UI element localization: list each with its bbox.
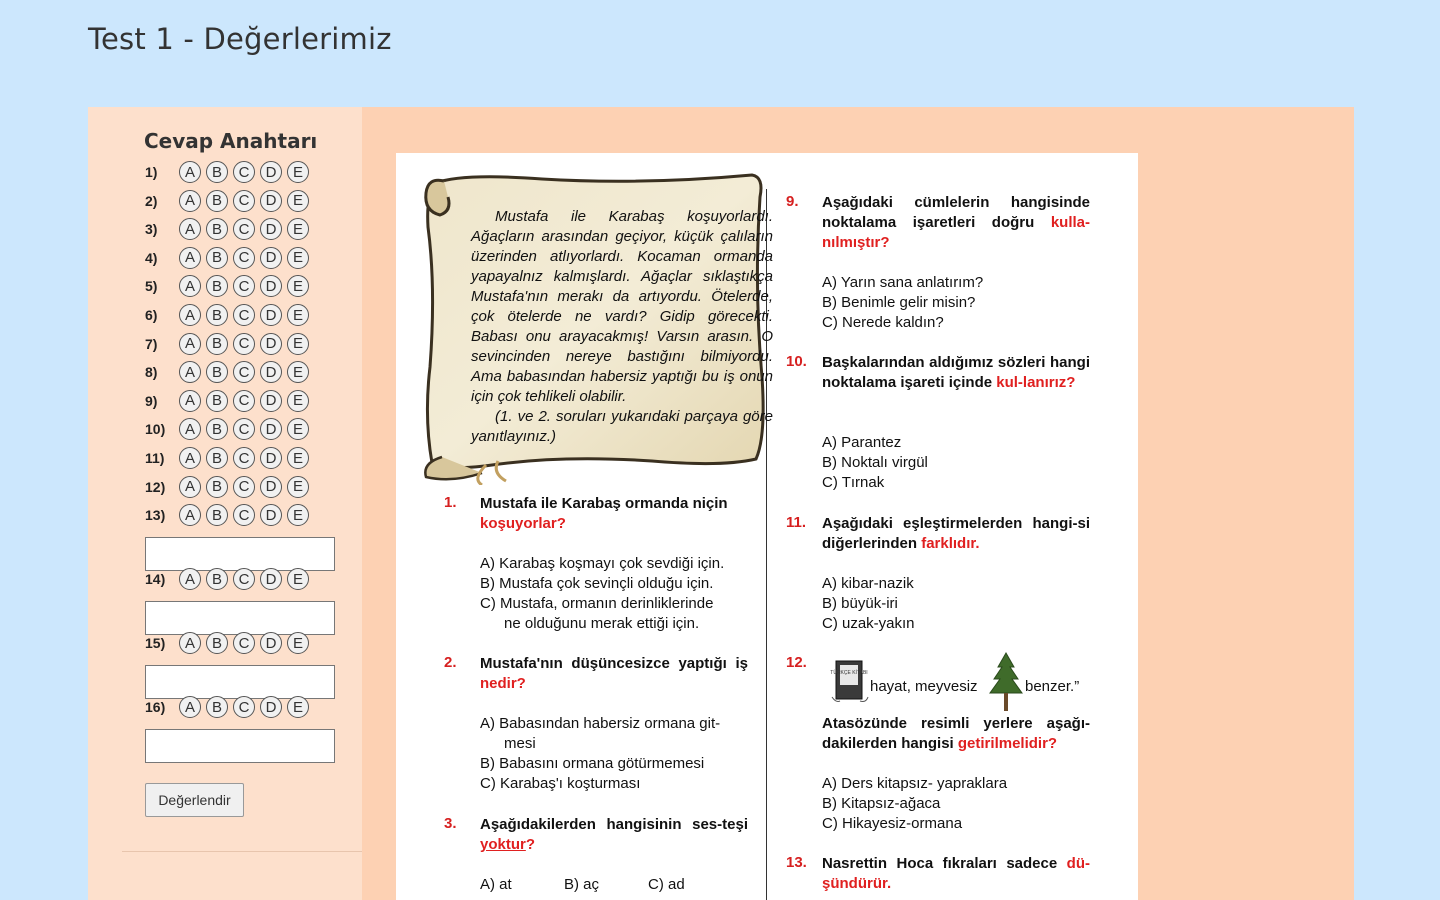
- answer-option-d[interactable]: D: [260, 275, 282, 297]
- option: B) aç: [564, 876, 600, 893]
- question-number: 3): [145, 221, 158, 238]
- answer-option-e[interactable]: E: [287, 304, 309, 326]
- answer-row-15: [145, 630, 314, 656]
- question-1-number: 1.: [444, 494, 457, 511]
- option: ne olduğunu merak ettiği için.: [504, 615, 700, 632]
- answer-option-a[interactable]: A: [179, 333, 201, 355]
- answer-option-d[interactable]: D: [260, 218, 282, 240]
- option: C) Mustafa, ormanın derinliklerinde: [480, 595, 714, 612]
- option: A) at: [480, 876, 512, 893]
- answer-option-d[interactable]: D: [260, 447, 282, 469]
- answer-key-title: Cevap Anahtarı: [144, 129, 318, 153]
- answer-option-e[interactable]: E: [287, 632, 309, 654]
- answer-option-d[interactable]: D: [260, 696, 282, 718]
- question-10-number: 10.: [786, 353, 807, 370]
- answer-option-a[interactable]: A: [179, 247, 201, 269]
- answer-option-b[interactable]: B: [206, 696, 228, 718]
- answer-option-a[interactable]: A: [179, 361, 201, 383]
- question-10-text: Başkalarından aldığımız sözleri hangi noktalama işareti içinde kul-lanırız?: [822, 354, 1090, 391]
- answer-option-c[interactable]: C: [233, 275, 255, 297]
- answer-row-6: [145, 302, 314, 328]
- question-11-text: Aşağıdaki eşleştirmelerden hangi-si diğerlerinden farklıdır.: [822, 515, 1090, 552]
- answer-option-b[interactable]: B: [206, 632, 228, 654]
- option: mesi: [504, 735, 536, 752]
- question-3-options: [480, 875, 750, 895]
- option: B) Babasını ormana götürmemesi: [480, 755, 705, 772]
- answer-option-d[interactable]: D: [260, 418, 282, 440]
- question-number: 12): [145, 478, 166, 495]
- answer-option-e[interactable]: E: [287, 504, 309, 526]
- answer-option-c[interactable]: C: [233, 447, 255, 469]
- answer-option-a[interactable]: A: [179, 504, 201, 526]
- answer-option-b[interactable]: B: [206, 361, 228, 383]
- sidebar-divider: [122, 851, 362, 852]
- answer-option-a[interactable]: A: [179, 632, 201, 654]
- answer-option-c[interactable]: C: [233, 190, 255, 212]
- answer-option-c[interactable]: C: [233, 696, 255, 718]
- option: B) Mustafa çok sevinçli olduğu için.: [480, 575, 714, 592]
- answer-option-c[interactable]: C: [233, 632, 255, 654]
- answer-option-a[interactable]: A: [179, 218, 201, 240]
- answer-option-c[interactable]: C: [233, 218, 255, 240]
- question-number: 6): [145, 307, 158, 323]
- answer-row-7: [145, 331, 314, 357]
- answer-option-b[interactable]: B: [206, 247, 228, 269]
- answer-option-a[interactable]: A: [179, 304, 201, 326]
- answer-option-b[interactable]: B: [206, 333, 228, 355]
- option: A) Babasından habersiz ormana git-: [480, 715, 721, 732]
- question-1-options: [480, 554, 724, 634]
- option: A) kibar-nazik: [822, 575, 914, 592]
- answer-option-c[interactable]: C: [233, 333, 255, 355]
- passage-text: [471, 207, 773, 447]
- answer-option-d[interactable]: D: [260, 247, 282, 269]
- option: A) Yarın sana anlatırım?: [822, 274, 984, 291]
- answer-option-e[interactable]: E: [287, 190, 309, 212]
- answer-option-c[interactable]: C: [233, 304, 255, 326]
- option: B) büyük-iri: [822, 595, 898, 612]
- answer-key-sidebar: [88, 107, 362, 900]
- answer-option-e[interactable]: E: [287, 476, 309, 498]
- answer-option-c[interactable]: C: [233, 504, 255, 526]
- question-number: 5): [145, 278, 158, 295]
- answer-option-c[interactable]: C: [233, 390, 255, 412]
- page-title: Test 1 - Değerlerimiz: [88, 22, 392, 56]
- passage-paragraph-1: Mustafa ile Karabaş koşuyorlardı. Ağaçların arasından geçiyor, küçük çalıların üzerinden atlıyorlardı. Kocaman ormanda yapayalnız kalmışlardı. Ağaçlar sıklaştıkça Mustafa'nın merakı da artıyordu. Ötelerde, çok ötelerde ne vardı? Gidip görecekti. Babası onu arayacakmış! Varsın arasın. O sevincinden nereye bastığını bilmiyordu. Ama babasından habersiz yaptığı bu iş onun için çok tehlikeli olabilir.: [471, 208, 773, 405]
- answer-option-d[interactable]: D: [260, 333, 282, 355]
- option: A) Ders kitapsız- yapraklara: [822, 775, 1008, 792]
- answer-row-16: [145, 694, 314, 720]
- option: B) Noktalı virgül: [822, 454, 928, 471]
- answer-option-c[interactable]: C: [233, 476, 255, 498]
- answer-option-d[interactable]: D: [260, 361, 282, 383]
- answer-text-input-16[interactable]: [145, 729, 335, 763]
- answer-option-d[interactable]: D: [260, 632, 282, 654]
- answer-option-a[interactable]: A: [179, 275, 201, 297]
- answer-option-b[interactable]: B: [206, 476, 228, 498]
- answer-option-e[interactable]: E: [287, 390, 309, 412]
- tree-icon: [988, 651, 1024, 715]
- answer-option-b[interactable]: B: [206, 190, 228, 212]
- question-number: 1): [145, 164, 158, 180]
- question-number: 2): [145, 192, 158, 209]
- evaluate-button[interactable]: Değerlendir: [145, 783, 244, 817]
- answer-row-4: [145, 245, 314, 271]
- answer-option-a[interactable]: A: [179, 390, 201, 412]
- answer-option-e[interactable]: E: [287, 361, 309, 383]
- passage-scroll: [422, 167, 773, 485]
- answer-option-a[interactable]: A: [179, 161, 201, 183]
- book-icon: [830, 657, 870, 707]
- answer-option-d[interactable]: D: [260, 390, 282, 412]
- answer-option-b[interactable]: B: [206, 161, 228, 183]
- option: A) Karabaş koşmayı çok sevdiği için.: [480, 555, 725, 572]
- answer-row-14: [145, 566, 314, 592]
- answer-option-e[interactable]: E: [287, 161, 309, 183]
- question-1-text: Mustafa ile Karabaş ormanda niçin koşuyorlar?: [480, 495, 728, 532]
- answer-row-13: [145, 502, 314, 528]
- book-label: TÜRKÇE KİTABI: [830, 670, 868, 676]
- question-number: 13): [145, 507, 166, 524]
- answer-option-a[interactable]: A: [179, 418, 201, 440]
- question-13-number: 13.: [786, 854, 807, 871]
- option: B) Kitapsız-ağaca: [822, 795, 941, 812]
- answer-option-b[interactable]: B: [206, 304, 228, 326]
- answer-option-e[interactable]: E: [287, 447, 309, 469]
- answer-option-e[interactable]: E: [287, 568, 309, 590]
- content-panel: [88, 107, 1354, 900]
- question-9-text: Aşağıdaki cümlelerin hangisinde noktalama işaretleri doğru kulla-nılmıştır?: [822, 194, 1090, 251]
- option: C) Nerede kaldın?: [822, 314, 944, 331]
- answer-option-b[interactable]: B: [206, 418, 228, 440]
- answer-option-b[interactable]: B: [206, 275, 228, 297]
- answer-row-10: [145, 416, 314, 442]
- question-3-text: Aşağıdakilerden hangisinin ses-teşi yoktur?: [480, 816, 748, 853]
- question-number: 8): [145, 364, 158, 381]
- question-2-text: Mustafa'nın düşüncesizce yaptığı iş nedir?: [480, 655, 748, 692]
- answer-option-c[interactable]: C: [233, 247, 255, 269]
- question-11-options: [822, 574, 915, 634]
- answer-row-11: [145, 445, 314, 471]
- answer-row-5: [145, 273, 314, 299]
- answer-row-1: [145, 159, 314, 185]
- answer-option-b[interactable]: B: [206, 390, 228, 412]
- answer-option-e[interactable]: E: [287, 275, 309, 297]
- question-number: 9): [145, 392, 158, 409]
- answer-row-9: [145, 388, 314, 414]
- question-12-text: Atasözünde resimli yerlere aşağı-dakilerden hangisi getirilmelidir?: [822, 715, 1090, 752]
- answer-option-d[interactable]: D: [260, 504, 282, 526]
- answer-option-e[interactable]: E: [287, 247, 309, 269]
- option: C) uzak-yakın: [822, 615, 915, 632]
- answer-option-d[interactable]: D: [260, 476, 282, 498]
- option: C) Hikayesiz-ormana: [822, 815, 963, 832]
- question-9-options: [822, 273, 983, 333]
- answer-option-c[interactable]: C: [233, 361, 255, 383]
- question-number: 7): [145, 335, 158, 352]
- answer-option-d[interactable]: D: [260, 568, 282, 590]
- answer-option-b[interactable]: B: [206, 504, 228, 526]
- option: C) Karabaş'ı koşturması: [480, 775, 641, 792]
- answer-option-c[interactable]: C: [233, 161, 255, 183]
- question-2-options: [480, 714, 720, 794]
- answer-option-d[interactable]: D: [260, 161, 282, 183]
- option: B) Benimle gelir misin?: [822, 294, 976, 311]
- question-number: 15): [145, 635, 166, 652]
- answer-option-a[interactable]: A: [179, 476, 201, 498]
- option: C) ad: [648, 876, 685, 893]
- answer-row-8: [145, 359, 314, 385]
- answer-option-e[interactable]: E: [287, 418, 309, 440]
- question-number: 10): [145, 421, 166, 438]
- question-12-options: [822, 774, 1007, 834]
- question-number: 16): [145, 699, 166, 716]
- answer-option-d[interactable]: D: [260, 304, 282, 326]
- answer-option-a[interactable]: A: [179, 447, 201, 469]
- answer-option-a[interactable]: A: [179, 568, 201, 590]
- answer-row-12: [145, 474, 314, 500]
- question-9-number: 9.: [786, 193, 799, 210]
- answer-option-c[interactable]: C: [233, 418, 255, 440]
- answer-option-b[interactable]: B: [206, 447, 228, 469]
- answer-option-e[interactable]: E: [287, 218, 309, 240]
- worksheet-image: [396, 153, 1138, 900]
- proverb-part-2: benzer.”: [1025, 678, 1080, 695]
- question-11-number: 11.: [786, 514, 807, 531]
- question-2-number: 2.: [444, 654, 457, 671]
- answer-option-a[interactable]: A: [179, 696, 201, 718]
- answer-row-3: [145, 216, 314, 242]
- answer-option-e[interactable]: E: [287, 696, 309, 718]
- question-12-number: 12.: [786, 654, 807, 671]
- answer-option-a[interactable]: A: [179, 190, 201, 212]
- question-number: 14): [145, 571, 166, 588]
- answer-option-c[interactable]: C: [233, 568, 255, 590]
- question-3-number: 3.: [444, 815, 457, 832]
- answer-option-b[interactable]: B: [206, 218, 228, 240]
- answer-row-2: [145, 188, 314, 214]
- question-number: 11): [145, 450, 165, 466]
- question-10-options: [822, 433, 928, 493]
- option: C) Tırnak: [822, 474, 885, 491]
- answer-option-e[interactable]: E: [287, 333, 309, 355]
- question-13-text: Nasrettin Hoca fıkraları sadece dü-şündürür.: [822, 855, 1090, 892]
- passage-paragraph-2: (1. ve 2. soruları yukarıdaki parçaya göre yanıtlayınız.): [471, 408, 773, 445]
- option: A) Parantez: [822, 434, 902, 451]
- answer-option-d[interactable]: D: [260, 190, 282, 212]
- proverb-part-1: hayat, meyvesiz: [870, 678, 978, 695]
- answer-option-b[interactable]: B: [206, 568, 228, 590]
- question-number: 4): [145, 249, 158, 266]
